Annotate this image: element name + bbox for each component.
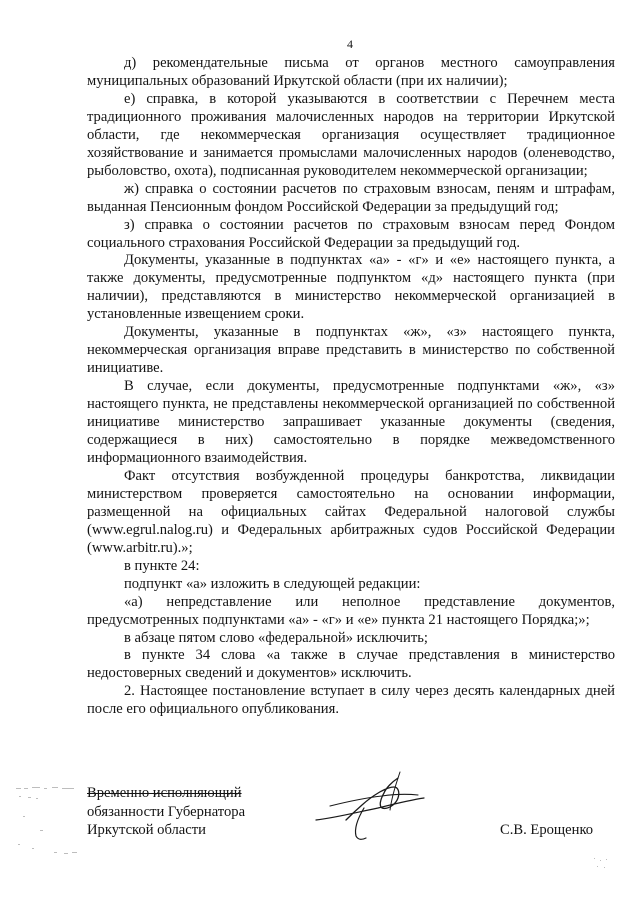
paragraph-clause-24: в пункте 24: [124, 557, 200, 574]
document-body [87, 55, 615, 719]
scan-artifact-dots [592, 855, 612, 871]
signatory-title-line-3: Иркутской области [87, 822, 206, 838]
paragraph-item-d: д) рекомендательные письма от органов местного самоуправления муниципальных образований Иркутской области (при их наличии); [87, 55, 615, 89]
paragraph-fifth-abzac: в абзаце пятом слово «федеральной» исключить; [124, 629, 428, 646]
paragraph-clause-34: в пункте 34 слова «а также в случае представления в министерство недостоверных сведений и документов» исключить. [87, 647, 615, 682]
paragraph-subclause-a-text: «а) непредставление или неполное представление документов, предусмотренных подпунктами «а» - «г» и «е» пункта 21 настоящего Порядка;»; [87, 593, 615, 628]
paragraph-item-z: з) справка о состоянии расчетов по страховым взносам перед Фондом социального страхования Российской Федерации за предыдущий год. [87, 216, 615, 251]
paragraph-documents-own-initiative: Документы, указанные в подпунктах «ж», «з» настоящего пункта, некоммерческая организация вправе представить в министерство по собственной инициативе. [87, 324, 615, 377]
signatory-title-line-2: обязанности Губернатора [87, 803, 246, 820]
paragraph-entry-into-force: 2. Настоящее постановление вступает в силу через десять календарных дней после его официального опубликования. [87, 683, 615, 718]
signatory-name: С.В. Ерощенко [500, 822, 594, 838]
handwritten-signature-icon [300, 760, 440, 850]
paragraph-documents-submission: Документы, указанные в подпунктах «а» - «г» и «е» настоящего пункта, а также документы, предусмотренные подпунктом «д» настоящего пункта (при наличии), представляются в министерство некоммерческой организацией в установленные извещением сроки. [87, 252, 615, 323]
paragraph-subclause-a: подпункт «а» изложить в следующей редакции: [124, 575, 421, 592]
signatory-title-line-1: Временно исполняющий [87, 785, 242, 801]
paragraph-item-e: е) справка, в которой указываются в соответствии с Перечнем места традиционного проживания малочисленных народов на территории Иркутской области, где некоммерческая организация осуществляет традиционное хозяйствование и занимается промыслами малочисленных народов (оленеводство, рыболовство, охота), подписанная руководителем некоммерческой организации; [87, 90, 615, 179]
paragraph-interagency-request: В случае, если документы, предусмотренные подпунктами «ж», «з» настоящего пункта, не представлены некоммерческой организацией по собственной инициативе министерство запрашивает указанные документы (сведения, содержащиеся в них) самостоятельно в порядке межведомственного информационного взаимодействия. [87, 378, 615, 466]
paragraph-item-zh: ж) справка о состоянии расчетов по страховым взносам, пеням и штрафам, выданная Пенсионным фондом Российской Федерации за предыдущий год; [87, 180, 615, 215]
page-number: 4 [347, 37, 353, 51]
paragraph-bankruptcy-check: Факт отсутствия возбужденной процедуры банкротства, ликвидации министерством проверяется самостоятельно на основании информации, размещенной на официальных сайтах Федеральной налоговой службы (www.egrul.nalog.ru) и Федеральных арбитражных судов Российской Федерации (www.arbitr.ru).»; [87, 467, 615, 556]
scan-artifact-marks [14, 786, 84, 866]
signatory-title [87, 784, 245, 840]
